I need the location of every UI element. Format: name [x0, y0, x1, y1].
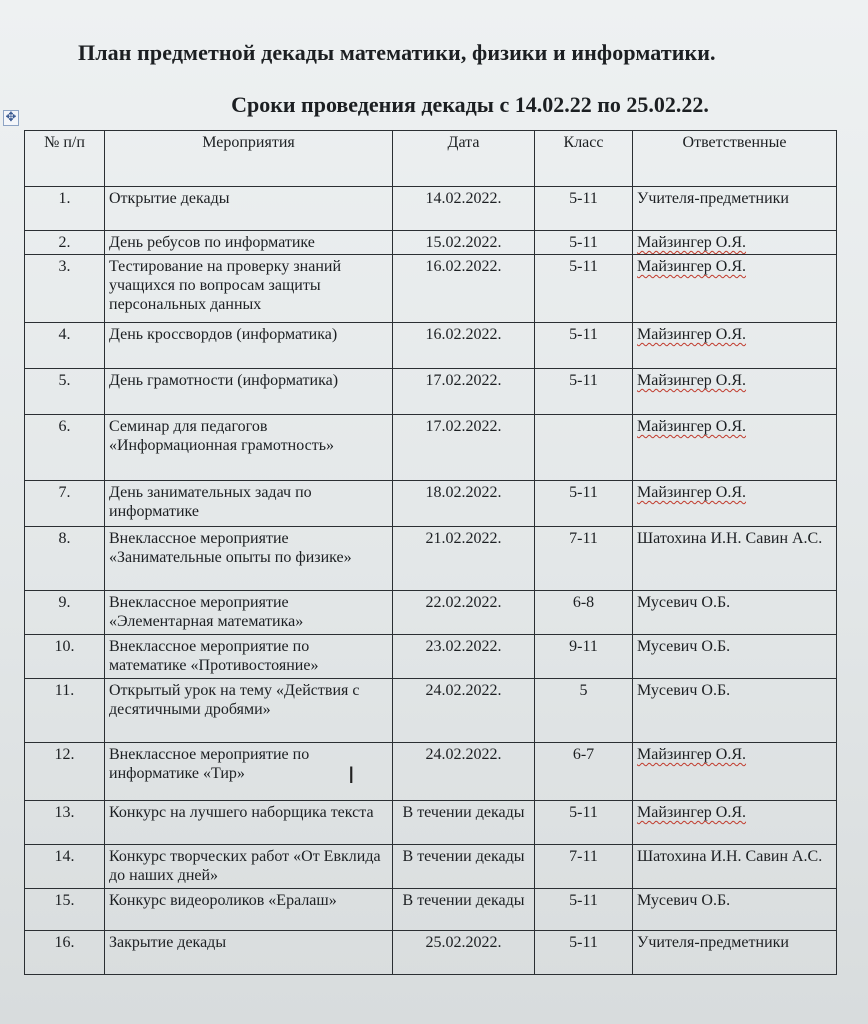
row-num[interactable]: [25, 415, 105, 481]
row-date[interactable]: [393, 889, 535, 931]
row-event-text: Внеклассное мероприятие по математике «Противостояние»: [109, 638, 319, 674]
row-class-text: 6-7: [572, 746, 595, 763]
row-class-text: 5-11: [569, 804, 598, 821]
row-num-text: 10.: [54, 638, 75, 655]
row-event[interactable]: [105, 231, 393, 255]
row-num[interactable]: [25, 635, 105, 679]
row-date[interactable]: [393, 931, 535, 975]
row-date[interactable]: [393, 187, 535, 231]
row-num-text: 15.: [54, 892, 75, 909]
row-date-text: 24.02.2022.: [425, 746, 502, 763]
row-date-text: 17.02.2022.: [425, 372, 502, 389]
row-class[interactable]: [535, 801, 633, 845]
table-row: [25, 845, 837, 889]
row-event[interactable]: [105, 415, 393, 481]
row-event-text: День кроссвордов (информатика): [109, 326, 338, 343]
row-date[interactable]: [393, 323, 535, 369]
row-class-text: 5-11: [569, 190, 598, 207]
table-row: [25, 679, 837, 743]
row-class-text: 5-11: [569, 326, 598, 343]
row-responsible-text: Майзингер О.Я.: [637, 326, 747, 343]
table-row: [25, 369, 837, 415]
row-responsible[interactable]: [633, 801, 837, 845]
table-header-row: [25, 131, 837, 187]
row-event[interactable]: [105, 255, 393, 323]
row-event[interactable]: [105, 679, 393, 743]
row-event[interactable]: [105, 369, 393, 415]
row-event[interactable]: [105, 635, 393, 679]
row-date-text: В течении декады: [402, 804, 525, 821]
row-num-text: 2.: [58, 234, 71, 251]
events-table: [24, 130, 837, 975]
row-class[interactable]: [535, 845, 633, 889]
row-date[interactable]: [393, 481, 535, 527]
row-date[interactable]: [393, 231, 535, 255]
row-responsible-text: Мусевич О.Б.: [637, 638, 731, 655]
row-event-text: Конкурс на лучшего наборщика текста: [109, 804, 374, 821]
row-date-text: 22.02.2022.: [425, 594, 502, 611]
row-date-text: 21.02.2022.: [425, 530, 502, 547]
row-num-text: 13.: [54, 804, 75, 821]
row-date[interactable]: [393, 801, 535, 845]
row-class[interactable]: [535, 231, 633, 255]
row-event-text: Внеклассное мероприятие «Занимательные опыты по физике»: [109, 530, 352, 566]
header-responsible: Ответственные: [633, 131, 837, 187]
table-body: [25, 187, 837, 975]
row-class[interactable]: [535, 679, 633, 743]
i-beam-cursor-icon: I: [348, 764, 355, 789]
row-num[interactable]: [25, 231, 105, 255]
row-num-text: 8.: [58, 530, 71, 547]
row-num[interactable]: [25, 323, 105, 369]
table-row: [25, 889, 837, 931]
row-class[interactable]: [535, 255, 633, 323]
row-class[interactable]: [535, 187, 633, 231]
row-class-text: 9-11: [569, 638, 598, 655]
row-date[interactable]: [393, 635, 535, 679]
row-event[interactable]: [105, 481, 393, 527]
row-responsible-text: Майзингер О.Я.: [637, 258, 747, 275]
row-responsible[interactable]: [633, 889, 837, 931]
header-date: Дата: [393, 131, 535, 187]
row-responsible[interactable]: [633, 635, 837, 679]
row-responsible-text: Мусевич О.Б.: [637, 682, 731, 699]
row-date-text: 18.02.2022.: [425, 484, 502, 501]
table-row: [25, 931, 837, 975]
row-event[interactable]: [105, 323, 393, 369]
table-row: [25, 527, 837, 591]
row-class[interactable]: [535, 415, 633, 481]
row-event[interactable]: [105, 845, 393, 889]
row-num[interactable]: [25, 889, 105, 931]
row-responsible[interactable]: [633, 255, 837, 323]
row-num-text: 6.: [58, 418, 71, 435]
row-date[interactable]: [393, 743, 535, 801]
row-class-text: 5: [579, 682, 588, 699]
row-date-text: 24.02.2022.: [425, 682, 502, 699]
table-row: [25, 635, 837, 679]
row-event-text: Конкурс видеороликов «Ералаш»: [109, 892, 337, 909]
row-event-text: Внеклассное мероприятие по информатике «Тир»: [109, 746, 310, 782]
row-event-text: Тестирование на проверку знаний учащихся по вопросам защиты персональных данных: [109, 258, 341, 313]
row-responsible[interactable]: [633, 481, 837, 527]
row-class-text: 7-11: [569, 848, 598, 865]
row-responsible[interactable]: [633, 845, 837, 889]
row-class-text: 5-11: [569, 372, 598, 389]
row-event-text: Закрытие декады: [109, 934, 227, 951]
row-class[interactable]: [535, 591, 633, 635]
row-event[interactable]: [105, 591, 393, 635]
row-num[interactable]: [25, 743, 105, 801]
row-num[interactable]: [25, 931, 105, 975]
row-responsible[interactable]: [633, 591, 837, 635]
row-responsible[interactable]: [633, 931, 837, 975]
row-date-text: В течении декады: [402, 892, 525, 909]
row-responsible-text: Учителя-предметники: [637, 934, 789, 951]
row-date-text: 23.02.2022.: [425, 638, 502, 655]
row-responsible[interactable]: [633, 679, 837, 743]
row-responsible-text: Майзингер О.Я.: [637, 804, 747, 821]
table-row: [25, 801, 837, 845]
row-responsible[interactable]: [633, 231, 837, 255]
table-row: [25, 743, 837, 801]
row-date[interactable]: [393, 415, 535, 481]
header-event: Мероприятия: [105, 131, 393, 187]
row-date-text: В течении декады: [402, 848, 525, 865]
table-row: [25, 415, 837, 481]
header-num: № п/п: [25, 131, 105, 187]
row-responsible[interactable]: [633, 527, 837, 591]
table-row: [25, 481, 837, 527]
row-event-text: Семинар для педагогов «Информационная грамотность»: [109, 418, 334, 454]
row-event-text: День грамотности (информатика): [109, 372, 339, 389]
row-date[interactable]: [393, 369, 535, 415]
row-num-text: 3.: [58, 258, 71, 275]
row-responsible-text: Учителя-предметники: [637, 190, 789, 207]
row-responsible-text: Мусевич О.Б.: [637, 594, 731, 611]
row-date-text: 15.02.2022.: [425, 234, 502, 251]
row-event[interactable]: [105, 889, 393, 931]
row-responsible-text: Майзингер О.Я.: [637, 746, 747, 763]
row-num-text: 9.: [58, 594, 71, 611]
row-class[interactable]: [535, 527, 633, 591]
row-num-text: 1.: [58, 190, 71, 207]
row-num[interactable]: [25, 481, 105, 527]
table-row: [25, 255, 837, 323]
row-class-text: 7-11: [569, 530, 598, 547]
row-date-text: 25.02.2022.: [425, 934, 502, 951]
row-class[interactable]: [535, 369, 633, 415]
row-date-text: 16.02.2022.: [425, 326, 502, 343]
document-title: План предметной декады математики, физики и информатики.: [78, 40, 716, 65]
row-date[interactable]: [393, 527, 535, 591]
row-responsible-text: Майзингер О.Я.: [637, 484, 747, 501]
row-date[interactable]: [393, 679, 535, 743]
row-responsible[interactable]: [633, 323, 837, 369]
row-event-text: Открытый урок на тему «Действия с десятичными дробями»: [109, 682, 360, 718]
table-row: [25, 231, 837, 255]
row-responsible-text: Майзингер О.Я.: [637, 372, 747, 389]
row-num-text: 7.: [58, 484, 71, 501]
row-event-text: День ребусов по информатике: [109, 234, 315, 251]
row-responsible-text: Майзингер О.Я.: [637, 234, 747, 251]
row-event[interactable]: [105, 527, 393, 591]
row-responsible[interactable]: [633, 187, 837, 231]
row-num[interactable]: [25, 801, 105, 845]
row-class-text: 6-8: [572, 594, 595, 611]
row-date-text: 16.02.2022.: [425, 258, 502, 275]
row-date[interactable]: [393, 255, 535, 323]
row-num[interactable]: [25, 845, 105, 889]
row-responsible-text: Шатохина И.Н. Савин А.С.: [637, 848, 823, 865]
row-class-text: 5-11: [569, 258, 598, 275]
row-num-text: 5.: [58, 372, 71, 389]
row-num[interactable]: [25, 527, 105, 591]
row-date-text: 14.02.2022.: [425, 190, 502, 207]
row-class[interactable]: [535, 323, 633, 369]
row-responsible-text: Мусевич О.Б.: [637, 892, 731, 909]
row-responsible[interactable]: [633, 743, 837, 801]
row-num[interactable]: [25, 369, 105, 415]
row-num[interactable]: [25, 187, 105, 231]
row-class-text: 5-11: [569, 484, 598, 501]
row-num[interactable]: [25, 255, 105, 323]
row-date-text: 17.02.2022.: [425, 418, 502, 435]
row-class-text: 5-11: [569, 892, 598, 909]
row-event-text: Внеклассное мероприятие «Элементарная математика»: [109, 594, 304, 630]
move-handle-icon[interactable]: ✥: [3, 110, 19, 126]
row-num[interactable]: [25, 679, 105, 743]
header-class: Класс: [535, 131, 633, 187]
row-num-text: 14.: [54, 848, 75, 865]
row-responsible[interactable]: [633, 369, 837, 415]
row-class-text: 5-11: [569, 934, 598, 951]
row-responsible-text: Майзингер О.Я.: [637, 418, 747, 435]
row-date[interactable]: [393, 591, 535, 635]
table-row: [25, 323, 837, 369]
row-responsible[interactable]: [633, 415, 837, 481]
row-event-text: Конкурс творческих работ «От Евклида до наших дней»: [109, 848, 381, 884]
row-num-text: 11.: [54, 682, 75, 699]
row-event-text: День занимательных задач по информатике: [109, 484, 312, 520]
row-num[interactable]: [25, 591, 105, 635]
table-row: [25, 187, 837, 231]
row-num-text: 12.: [54, 746, 75, 763]
table-row: [25, 591, 837, 635]
row-event[interactable]: [105, 801, 393, 845]
row-num-text: 4.: [58, 326, 71, 343]
row-responsible-text: Шатохина И.Н. Савин А.С.: [637, 530, 823, 547]
row-event[interactable]: [105, 931, 393, 975]
row-class[interactable]: [535, 931, 633, 975]
row-class-text: 5-11: [569, 234, 598, 251]
row-event-text: Открытие декады: [109, 190, 230, 207]
row-event[interactable]: [105, 187, 393, 231]
row-class[interactable]: [535, 635, 633, 679]
document-subtitle: Сроки проведения декады с 14.02.22 по 25.02.22.: [231, 92, 709, 117]
row-date[interactable]: [393, 845, 535, 889]
row-num-text: 16.: [54, 934, 75, 951]
row-class[interactable]: [535, 481, 633, 527]
row-class[interactable]: [535, 743, 633, 801]
row-class[interactable]: [535, 889, 633, 931]
